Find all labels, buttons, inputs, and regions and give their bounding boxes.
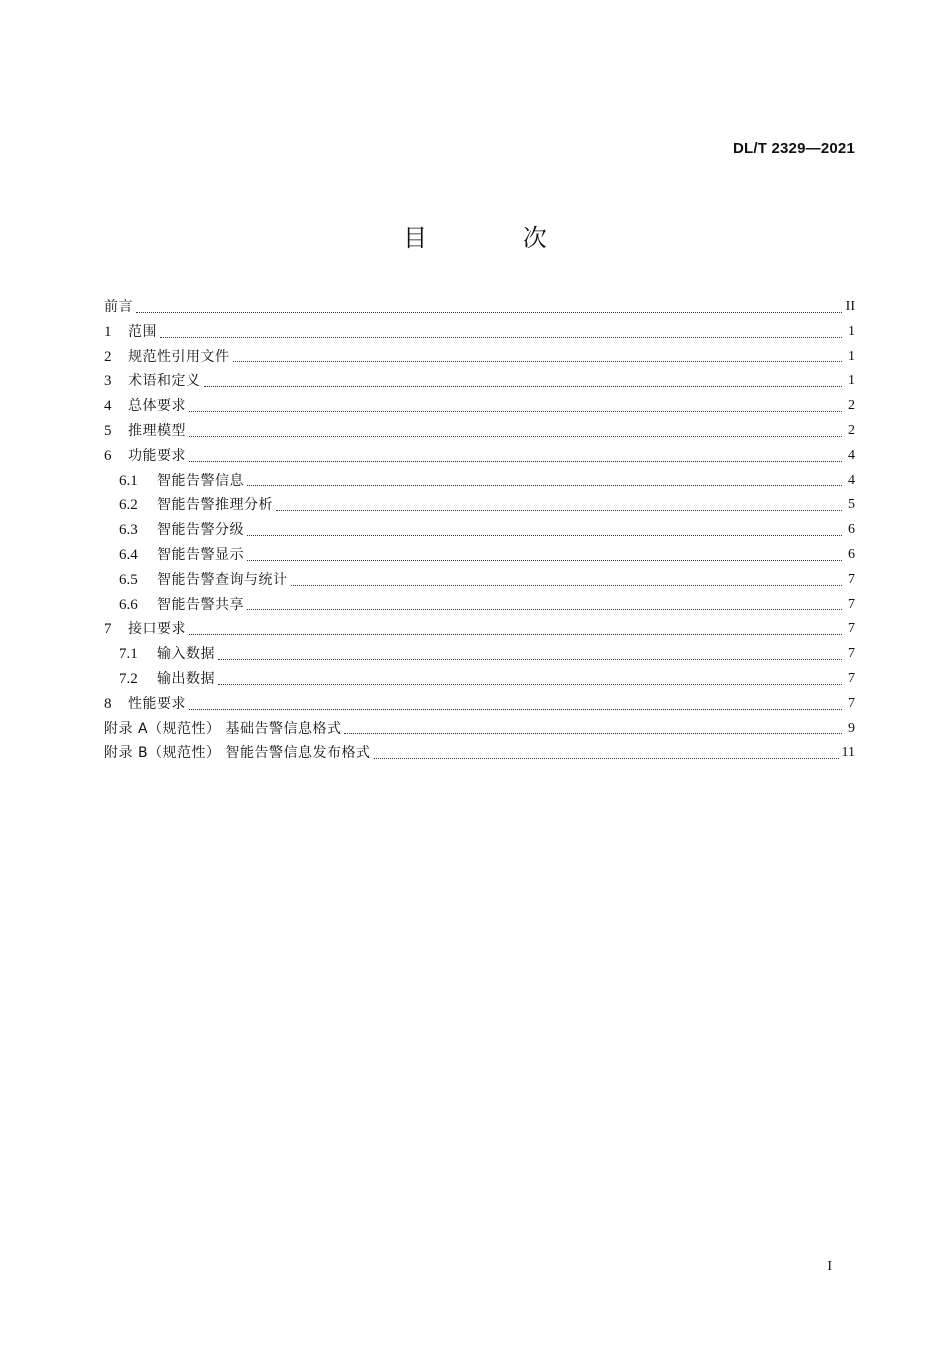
toc-entry-page: 11 [841,745,855,761]
toc-entry[interactable] [104,568,855,593]
toc-entry-number: 7.2 [119,670,138,687]
toc-entry-label: 总体要求 [128,398,186,415]
toc-entry[interactable] [104,419,855,444]
toc-entry[interactable] [104,394,855,419]
toc-entry-page: 9 [848,720,855,736]
toc-entry[interactable] [104,642,855,667]
toc-entry[interactable] [104,469,855,494]
toc-dot-leader [160,337,842,338]
toc-dot-leader [189,634,842,635]
toc-entry-number: 3 [104,373,112,390]
toc-entry[interactable] [104,320,855,345]
toc-dot-leader [291,585,843,586]
toc-entry-label: 智能告警共享 [157,596,244,613]
standard-code: DL/T 2329—2021 [732,140,855,157]
toc-entry-label: 性能要求 [128,695,186,712]
toc-entry-page: 6 [848,522,855,538]
page-number: I [827,1259,832,1274]
toc-entry-page: 7 [848,670,855,686]
toc-entry-label: 附录 A（规范性） 基础告警信息格式 [104,720,342,737]
toc-entry-label: 接口要求 [128,621,186,638]
toc-entry-label: 术语和定义 [128,373,201,390]
toc-entry-number: 6.2 [119,497,138,514]
toc-entry-page: 4 [848,447,855,463]
toc-entry-number: 6.3 [119,522,138,539]
toc-entry[interactable] [104,345,855,370]
toc-entry-page: II [845,299,855,314]
toc-entry-number: 2 [104,348,112,365]
toc-dot-leader [344,733,842,734]
toc-title: 目 次 [403,224,591,252]
toc-entry-page: 1 [848,348,855,364]
toc-entry-label: 前言 [104,299,133,315]
toc-dot-leader [247,609,842,610]
toc-entry-number: 1 [104,323,112,340]
toc-dot-leader [218,684,842,685]
toc-entry-label: 输出数据 [157,670,215,687]
toc-entry-label: 附录 B（规范性） 智能告警信息发布格式 [104,745,371,762]
toc-entry-label: 功能要求 [128,447,186,464]
toc-dot-leader [189,461,842,462]
toc-entry[interactable] [104,444,855,469]
toc-entry[interactable] [104,593,855,618]
toc-entry-page: 7 [848,571,855,587]
toc-entry-page: 7 [848,695,855,711]
toc-dot-leader [247,560,842,561]
toc-entry-number: 7 [104,621,112,638]
toc-entry-label: 规范性引用文件 [128,348,230,365]
toc-entry[interactable] [104,692,855,717]
toc-entry[interactable] [104,667,855,692]
toc-entry-number: 5 [104,422,112,439]
toc-entry-label: 智能告警分级 [157,522,244,539]
toc-dot-leader [189,709,842,710]
toc-entry-page: 5 [848,497,855,513]
toc-entry-label: 范围 [128,323,157,340]
toc-entry[interactable] [104,741,855,766]
toc-entry-number: 6 [104,447,112,464]
toc-entry-label: 输入数据 [157,646,215,663]
toc-entry-page: 7 [848,596,855,612]
toc-entry-number: 8 [104,695,112,712]
toc-entry-label: 智能告警信息 [157,472,244,489]
toc-entry-page: 7 [848,621,855,637]
toc-entry-number: 6.4 [119,546,138,563]
toc-entry-label: 智能告警显示 [157,546,244,563]
toc-entry[interactable] [104,369,855,394]
toc-entry-label: 智能告警推理分析 [157,497,273,514]
toc-dot-leader [218,659,842,660]
toc-entry-label: 智能告警查询与统计 [157,571,288,588]
toc-entry[interactable] [104,617,855,642]
toc-dot-leader [247,535,842,536]
toc-entry-page: 1 [848,323,855,339]
table-of-contents [104,295,855,766]
toc-dot-leader [204,386,843,387]
toc-entry-number: 4 [104,398,112,415]
toc-entry[interactable] [104,717,855,742]
toc-dot-leader [247,485,842,486]
toc-entry[interactable] [104,518,855,543]
toc-entry-page: 4 [848,472,855,488]
toc-entry-number: 7.1 [119,646,138,663]
toc-entry[interactable] [104,295,855,320]
toc-dot-leader [189,411,842,412]
toc-entry[interactable] [104,493,855,518]
toc-dot-leader [233,361,843,362]
toc-dot-leader [136,312,842,313]
toc-entry-number: 6.1 [119,472,138,489]
toc-entry-page: 2 [848,398,855,414]
toc-entry-page: 2 [848,422,855,438]
toc-dot-leader [189,436,842,437]
toc-entry-label: 推理模型 [128,422,186,439]
toc-entry-page: 6 [848,546,855,562]
toc-entry-page: 7 [848,646,855,662]
toc-dot-leader [374,758,839,759]
toc-entry-number: 6.6 [119,596,138,613]
toc-entry[interactable] [104,543,855,568]
toc-entry-number: 6.5 [119,571,138,588]
toc-dot-leader [276,510,842,511]
toc-entry-page: 1 [848,373,855,389]
